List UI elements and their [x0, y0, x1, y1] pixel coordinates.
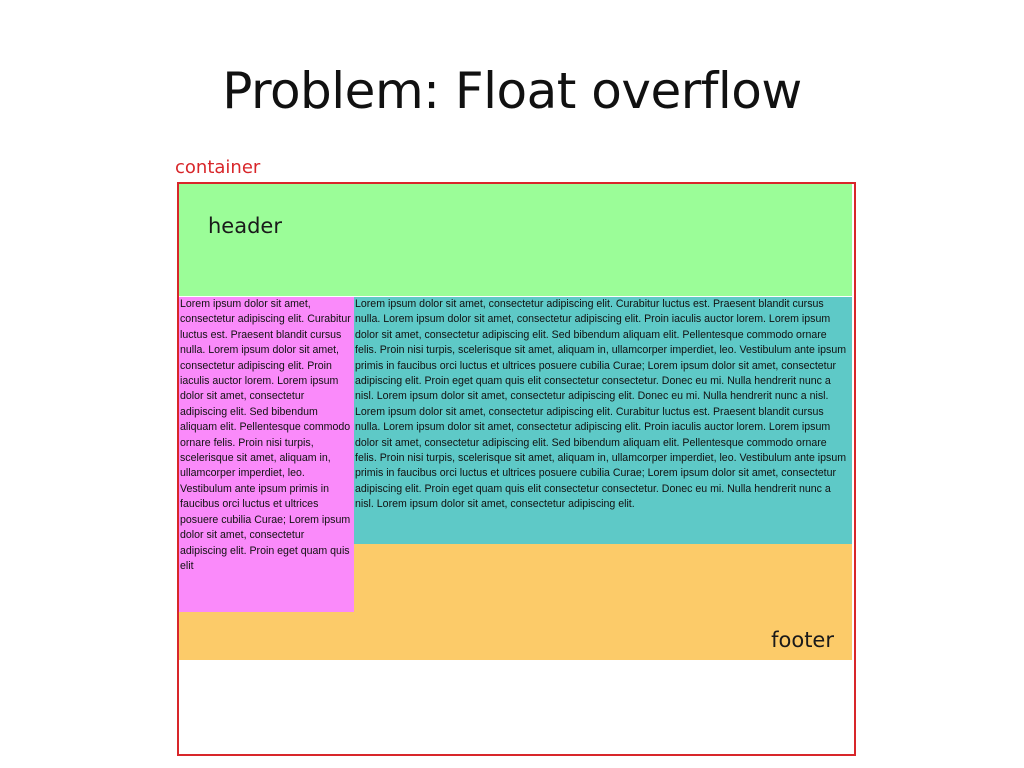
slide-title: Problem: Float overflow: [222, 62, 802, 120]
header-label: header: [208, 214, 282, 238]
header-box: [179, 184, 852, 296]
container-label: container: [175, 157, 261, 178]
main-content-box: Lorem ipsum dolor sit amet, consectetur adipiscing elit. Curabitur luctus est. Praesent blandit cursus nulla. Lorem ipsum dolor sit amet, consectetur adipiscing elit. Proin iaculis auctor lorem. Lorem ipsum dolor sit amet, consectetur adipiscing elit. Sed bibendum aliquam elit. Pellentesque commodo ornare felis. Proin nisi turpis, scelerisque sit amet, aliquam in, ullamcorper imperdiet, leo. Vestibulum ante ipsum primis in faucibus orci luctus et ultrices posuere cubilia Curae; Lorem ipsum dolor sit amet, consectetur adipiscing elit. Proin eget quam quis elit consectetur consectetur. Donec eu mi. Nulla hendrerit nunc a nisl. Lorem ipsum dolor sit amet, consectetur adipiscing elit. Donec eu mi. Nulla hendrerit nunc a nisl. Lorem ipsum dolor sit amet, consectetur adipiscing elit. Curabitur luctus est. Praesent blandit cursus nulla. Lorem ipsum dolor sit amet, consectetur adipiscing elit. Proin iaculis auctor lorem. Lorem ipsum dolor sit amet, consectetur adipiscing elit. Sed bibendum aliquam elit. Pellentesque commodo ornare felis. Proin nisi turpis, scelerisque sit amet, aliquam in, ullamcorper imperdiet, leo. Vestibulum ante ipsum primis in faucibus orci luctus et ultrices posuere cubilia Curae; Lorem ipsum dolor sit amet, consectetur adipiscing elit. Proin eget quam quis elit consectetur consectetur. Donec eu mi. Nulla hendrerit nunc a nisl. Lorem ipsum dolor sit amet, consectetur adipiscing elit.: [354, 297, 852, 544]
sidebar-float-box: Lorem ipsum dolor sit amet, consectetur adipiscing elit. Curabitur luctus est. Praesent blandit cursus nulla. Lorem ipsum dolor sit amet, consectetur adipiscing elit. Proin iaculis auctor lorem. Lorem ipsum dolor sit amet, consectetur adipiscing elit. Sed bibendum aliquam elit. Pellentesque commodo ornare felis. Proin nisi turpis, scelerisque sit amet, aliquam in, ullamcorper imperdiet, leo. Vestibulum ante ipsum primis in faucibus orci luctus et ultrices posuere cubilia Curae; Lorem ipsum dolor sit amet, consectetur adipiscing elit. Proin eget quam quis elit: [179, 297, 354, 612]
footer-label: footer: [771, 628, 834, 652]
